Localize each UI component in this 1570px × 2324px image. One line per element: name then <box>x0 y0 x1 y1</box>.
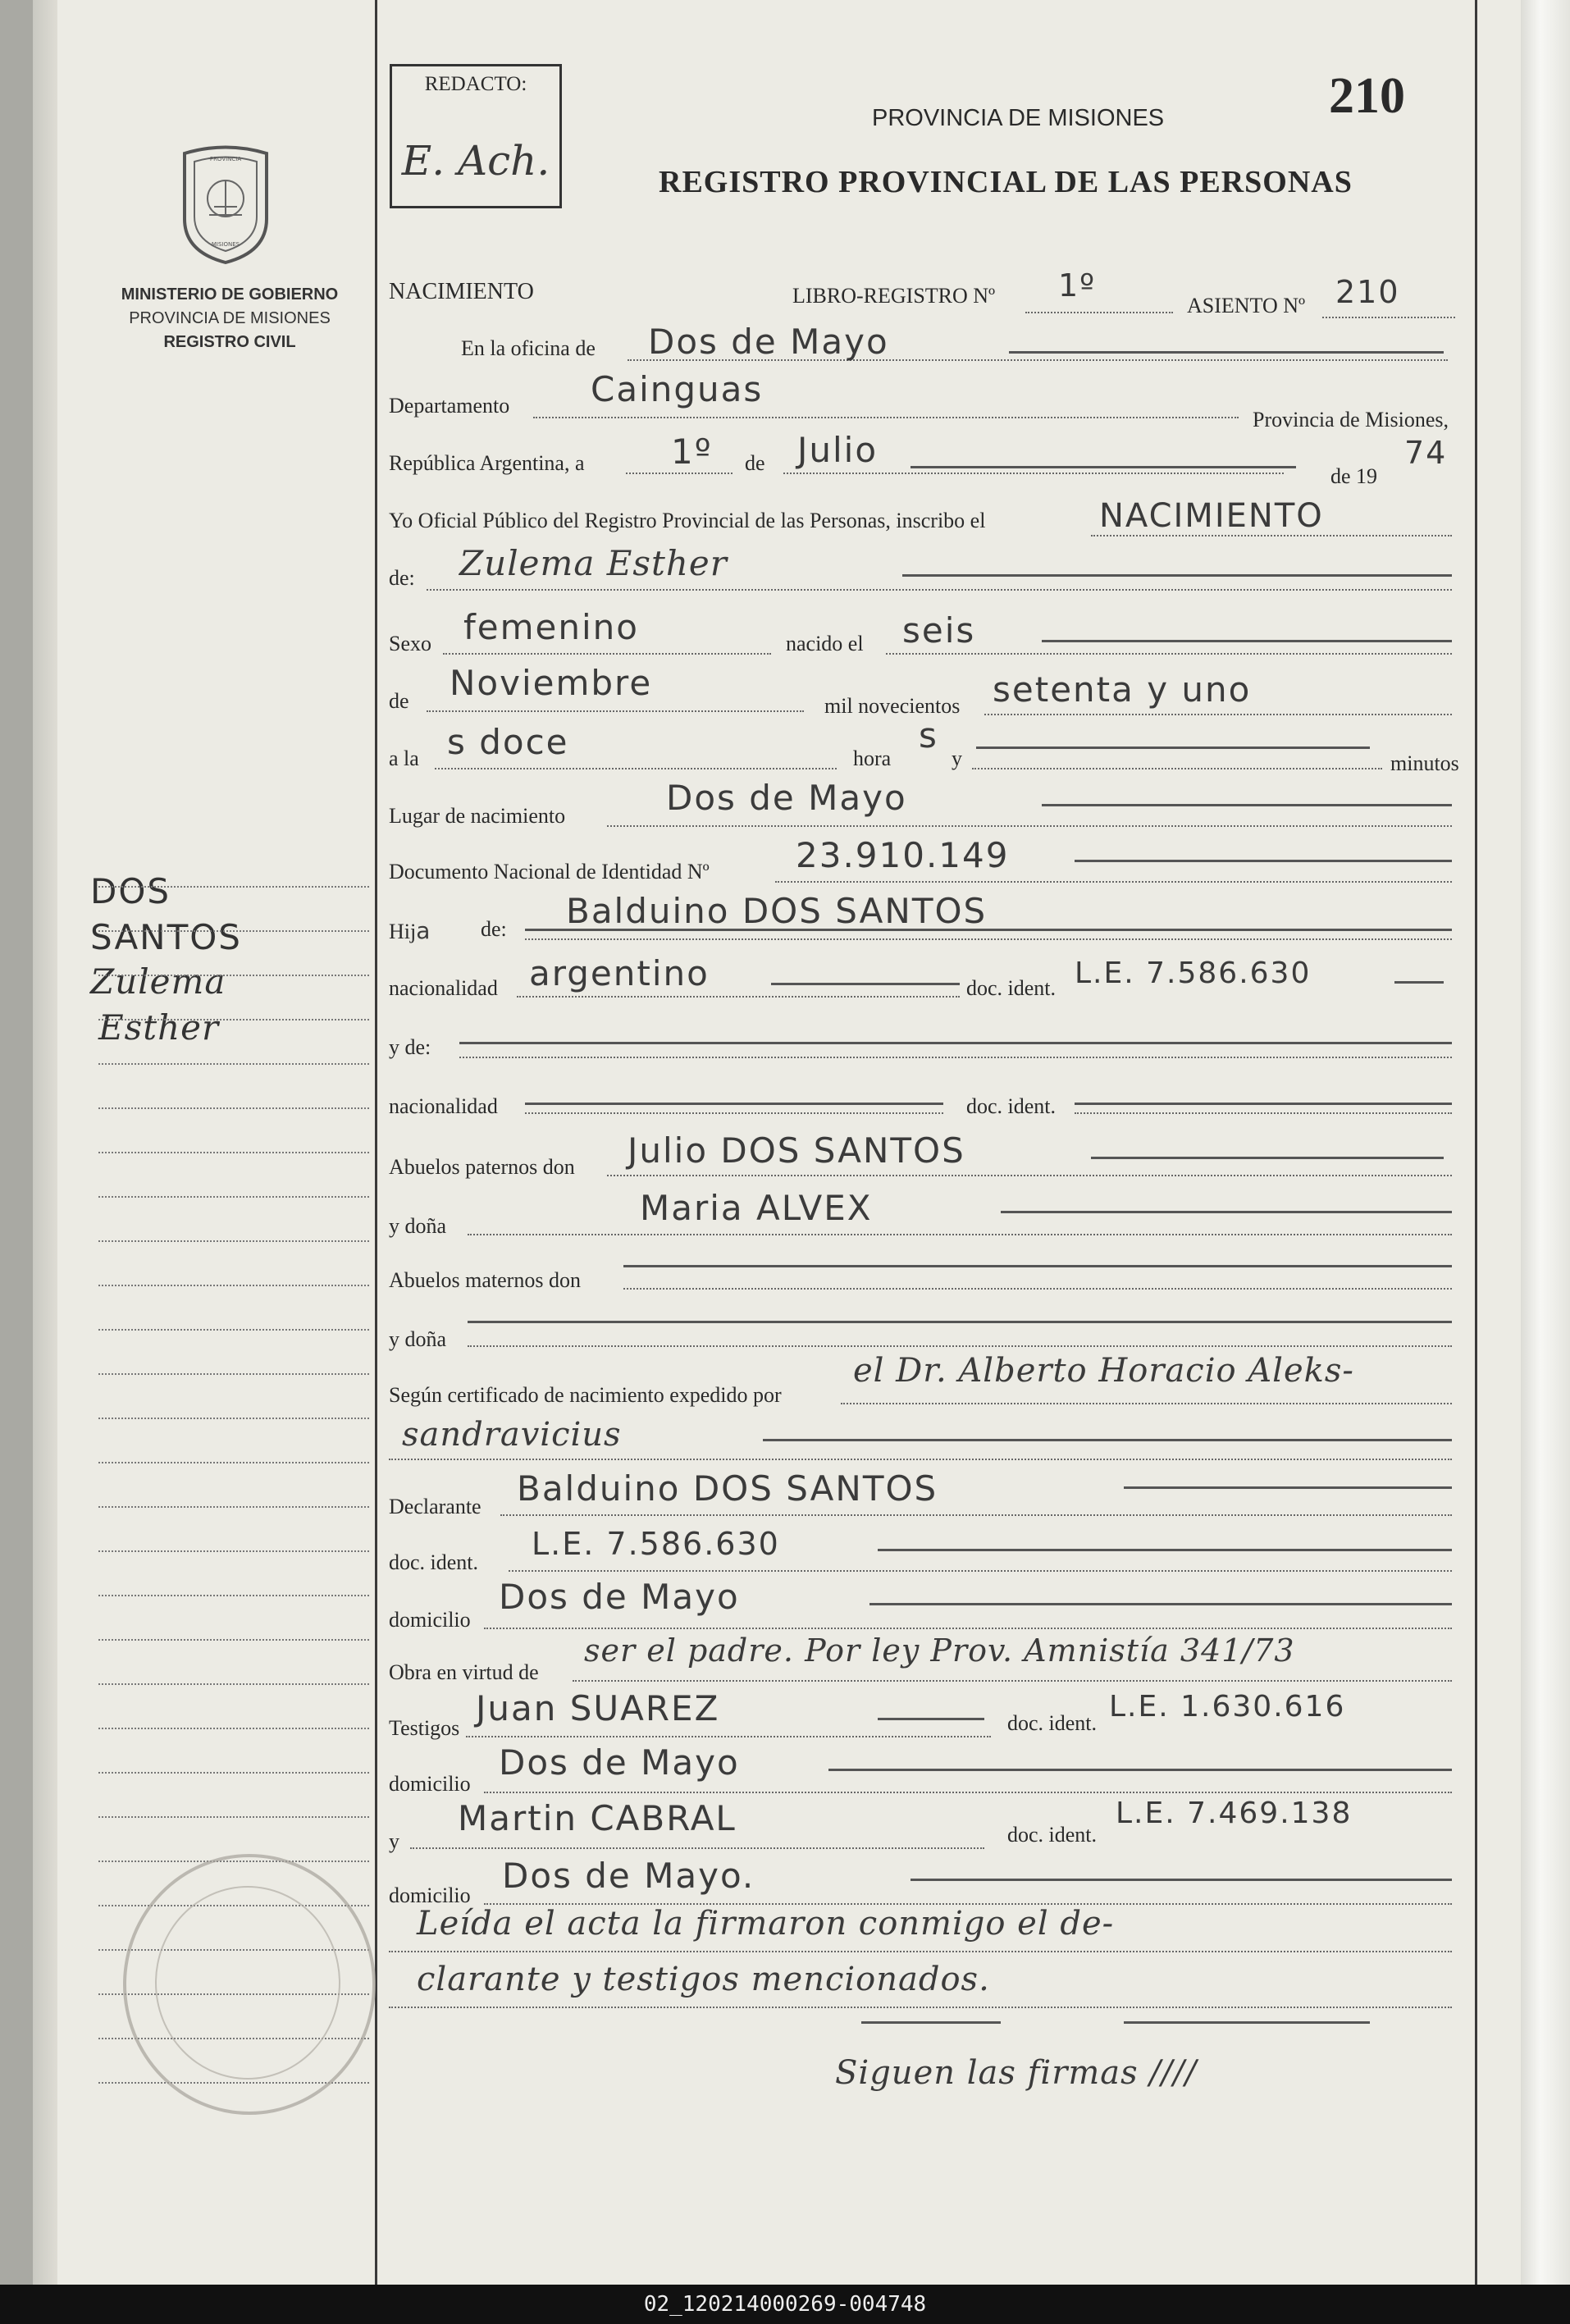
stub-name-line-3: Zulema <box>90 961 226 1002</box>
libro-label: LIBRO-REGISTRO Nº <box>792 284 996 308</box>
doc-t1-value: L.E. 1.630.616 <box>1109 1690 1346 1724</box>
stub-ruled-line <box>98 1107 369 1109</box>
stub-ruled-line <box>98 1285 369 1286</box>
lugar-label: Lugar de nacimiento <box>389 804 566 828</box>
obra-label: Obra en virtud de <box>389 1660 539 1684</box>
ala-label: a la <box>389 747 419 770</box>
stub-ruled-line <box>98 1506 369 1508</box>
dom1-label: domicilio <box>389 1608 471 1632</box>
stub-name-line-1: DOS <box>90 871 171 911</box>
asiento-label: ASIENTO Nº <box>1187 294 1306 317</box>
dom1-value: Dos de Mayo <box>499 1577 740 1617</box>
fecha-de-label: de <box>745 451 765 475</box>
decl-doc-label: doc. ident. <box>389 1550 479 1574</box>
nac1-label: nacionalidad <box>389 976 498 1000</box>
nacido-value: seis <box>902 610 976 651</box>
right-margin-line <box>1475 0 1477 2285</box>
departamento-value: Cainguas <box>591 369 764 409</box>
departamento-label: Departamento <box>389 394 510 418</box>
fecha-dia-value: 1º <box>671 431 713 472</box>
dom2-label: domicilio <box>389 1772 471 1796</box>
doc-t1-label: doc. ident. <box>1007 1711 1098 1735</box>
stub-name-line-2: SANTOS <box>90 917 242 957</box>
hora-label: hora <box>853 747 892 770</box>
decl-label: Declarante <box>389 1495 481 1518</box>
nac1-value: argentino <box>529 953 710 993</box>
mes-nac-value: Noviembre <box>450 663 653 703</box>
mil-novecientos-label: mil novecientos <box>824 694 961 718</box>
folio-number: 210 <box>1329 68 1405 124</box>
fecha-de19-label: de 19 <box>1330 464 1378 488</box>
ministry-block <box>86 283 373 354</box>
dom3-label: domicilio <box>389 1883 471 1907</box>
sexo-label: Sexo <box>389 632 431 655</box>
docid1-value: L.E. 7.586.630 <box>1075 957 1312 990</box>
dom3-value: Dos de Mayo. <box>502 1856 755 1896</box>
minutos-value: s <box>919 715 938 756</box>
nombre-value: Zulema Esther <box>459 543 728 583</box>
nac2-label: nacionalidad <box>389 1094 498 1118</box>
docid2-label: doc. ident. <box>966 1094 1057 1118</box>
stub-ruled-line <box>98 1772 369 1774</box>
abpat-dona-value: Maria ALVEX <box>640 1188 873 1228</box>
dni-label: Documento Nacional de Identidad Nº <box>389 860 710 883</box>
y-t2-label: y <box>389 1829 399 1853</box>
nombre-label: de: <box>389 566 415 590</box>
anio-nac-value: setenta y uno <box>993 669 1252 710</box>
obra-value: ser el padre. Por ley Prov. Amnistía 341/73 <box>584 1632 1295 1669</box>
hijo-suffix: a <box>416 917 432 944</box>
stub-ruled-line <box>98 1152 369 1153</box>
hora-value: s doce <box>447 722 569 762</box>
oficina-label: En la oficina de <box>461 336 596 360</box>
stub-ruled-line <box>98 1063 369 1065</box>
cert-label: Según certificado de nacimiento expedido por <box>389 1383 782 1407</box>
dni-value: 23.910.149 <box>796 835 1010 875</box>
stub-ruled-line <box>98 1019 369 1020</box>
redacto-box <box>390 64 562 208</box>
yde-label: y de: <box>389 1035 431 1059</box>
closing-line-1: Leída el acta la firmaron conmigo el de- <box>417 1905 1115 1943</box>
padre-value: Balduino DOS SANTOS <box>566 891 988 931</box>
province-heading: PROVINCIA DE MISIONES <box>872 105 1165 131</box>
act-type-label: NACIMIENTO <box>389 279 534 304</box>
stub-ruled-line <box>98 975 369 976</box>
ydona1-label: y doña <box>389 1214 447 1238</box>
cert-value-1: el Dr. Alberto Horacio Aleks- <box>853 1352 1354 1390</box>
nacido-label: nacido el <box>786 632 864 655</box>
libro-value: 1º <box>1058 267 1097 304</box>
doc-t2-value: L.E. 7.469.138 <box>1116 1797 1353 1830</box>
abmat-label: Abuelos maternos don <box>389 1268 581 1292</box>
ministry-line-3: REGISTRO CIVIL <box>163 333 296 351</box>
registry-stamp <box>123 1854 376 2115</box>
doc-t2-label: doc. ident. <box>1007 1823 1098 1847</box>
stub-ruled-line <box>98 1683 369 1685</box>
provincia-label: Provincia de Misiones, <box>1253 408 1449 431</box>
seal-text-bottom: MISIONES <box>211 241 240 248</box>
hijo-label: Hija <box>389 917 432 944</box>
inscribo-value: NACIMIENTO <box>1099 497 1324 535</box>
page-edges <box>1521 0 1570 2285</box>
fecha-mes-value: Julio <box>797 430 879 470</box>
republica-label: República Argentina, a <box>389 451 585 475</box>
stub-ruled-line <box>98 1639 369 1641</box>
stub-ruled-line <box>98 1595 369 1596</box>
stub-ruled-line <box>98 930 369 932</box>
ministry-line-1: MINISTERIO DE GOBIERNO <box>121 285 339 304</box>
stub-ruled-line <box>98 1418 369 1419</box>
cert-value-2: sandravicius <box>402 1416 622 1454</box>
stub-ruled-line <box>98 886 369 888</box>
registry-heading: REGISTRO PROVINCIAL DE LAS PERSONAS <box>659 165 1353 199</box>
book-binding <box>0 0 33 2285</box>
testigo1-value: Juan SUAREZ <box>476 1688 720 1728</box>
testigos-label: Testigos <box>389 1716 460 1740</box>
asiento-value: 210 <box>1335 274 1400 310</box>
stub-divider-line <box>375 0 377 2285</box>
stub-ruled-line <box>98 1329 369 1331</box>
fecha-anio-value: 74 <box>1404 435 1448 471</box>
ydona2-label: y doña <box>389 1327 447 1351</box>
dom2-value: Dos de Mayo <box>499 1742 740 1783</box>
sexo-value: femenino <box>463 607 639 647</box>
ministry-line-2: PROVINCIA DE MISIONES <box>129 309 331 327</box>
stub-ruled-line <box>98 1240 369 1242</box>
abpat-value: Julio DOS SANTOS <box>628 1130 965 1171</box>
image-id-footer: 02_120214000269-004748 <box>0 2285 1570 2324</box>
closing-line-2: clarante y testigos mencionados. <box>417 1961 990 1998</box>
stub-ruled-line <box>98 1550 369 1552</box>
testigo2-value: Martin CABRAL <box>458 1798 737 1838</box>
abpat-label: Abuelos paternos don <box>389 1155 575 1179</box>
hijo-de-label: de: <box>481 917 507 941</box>
lugar-value: Dos de Mayo <box>666 778 907 818</box>
binding-rim <box>33 0 57 2285</box>
oficial-label: Yo Oficial Público del Registro Provincial de las Personas, inscribo el <box>389 509 986 532</box>
stub-ruled-line <box>98 1462 369 1463</box>
siguen-firmas: Siguen las firmas //// <box>835 2054 1198 2092</box>
minutos-label: minutos <box>1390 751 1459 775</box>
docid1-label: doc. ident. <box>966 976 1057 1000</box>
stub-ruled-line <box>98 1196 369 1198</box>
decl-value: Balduino DOS SANTOS <box>517 1468 938 1509</box>
seal-text-top: PROVINCIA <box>209 156 242 162</box>
stub-ruled-line <box>98 1816 369 1818</box>
y-label: y <box>952 747 962 770</box>
decl-doc-value: L.E. 7.586.630 <box>532 1526 780 1562</box>
oficina-value: Dos de Mayo <box>648 322 889 362</box>
redacto-label: REDACTO: <box>424 73 527 95</box>
stub-ruled-line <box>98 1728 369 1729</box>
mes-nac-label: de <box>389 689 409 713</box>
redacto-initials: E. Ach. <box>401 137 550 185</box>
stub-name-line-4: Esther <box>98 1007 220 1048</box>
provincial-seal-icon <box>176 141 275 264</box>
stub-ruled-line <box>98 1373 369 1375</box>
